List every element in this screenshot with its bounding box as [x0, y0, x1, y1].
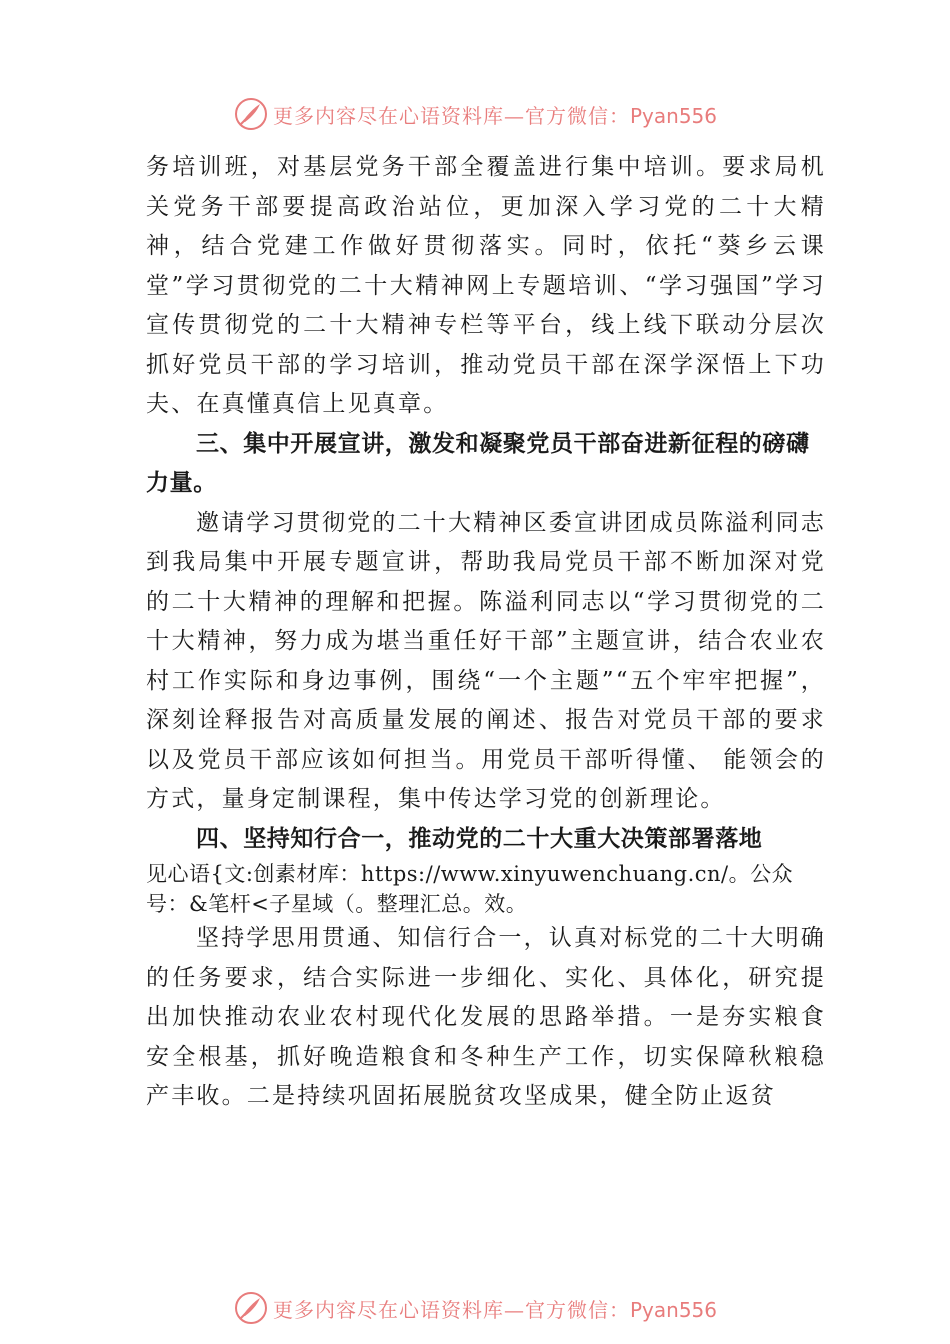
quill-seal-icon [233, 96, 269, 132]
document-body [146, 148, 826, 1117]
watermark-text: 更多内容尽在心语资料库—官方微信：Pyan556 [272, 103, 717, 128]
section-heading-3: 三、集中开展宣讲，激发和凝聚党员干部奋进新征程的磅礴力量。 [146, 430, 810, 496]
header-watermark [0, 94, 950, 134]
footer-watermark [0, 1288, 950, 1328]
watermark-note: 见心语{文:创素材库：https://www.xinyuwenchuang.cn/。公众号：&笔杆<子星域（。整理汇总。效。 [146, 862, 794, 916]
quill-seal-icon [233, 1290, 269, 1326]
watermark-text: 更多内容尽在心语资料库—官方微信：Pyan556 [272, 1297, 717, 1322]
section-heading-4: 四、坚持知行合一，推动党的二十大重大决策部署落地 [196, 825, 763, 852]
paragraph-3: 邀请学习贯彻党的二十大精神区委宣讲团成员陈溢利同志到我局集中开展专题宣讲，帮助我局党员干部不断加深对党的二十大精神的理解和把握。陈溢利同志以“学习贯彻党的二十大精神，努力成为堪当重任好干部”主题宣讲，结合农业农村工作实际和身边事例，围绕“一个主题”“五个牢牢把握”，深刻诠释报告对高质量发展的阐述、报告对党员干部的要求以及党员干部应该如何担当。用党员干部听得懂、 能领会的方式，量身定制课程，集中传达学习党的创新理论。 [146, 509, 826, 812]
paragraph-continued: 务培训班，对基层党务干部全覆盖进行集中培训。要求局机关党务干部要提高政治站位，更加深入学习党的二十大精神，结合党建工作做好贯彻落实。同时，依托“葵乡云课堂”学习贯彻党的二十大精神网上专题培训、“学习强国”学习宣传贯彻党的二十大精神专栏等平台，线上线下联动分层次抓好党员干部的学习培训，推动党员干部在深学深悟上下功夫、在真懂真信上见真章。 [146, 154, 826, 417]
paragraph-4: 坚持学思用贯通、知信行合一，认真对标党的二十大明确的任务要求，结合实际进一步细化、实化、具体化，研究提出加快推动农业农村现代化发展的思路举措。一是夯实粮食安全根基，抓好晚造粮食和冬种生产工作，切实保障秋粮稳产丰收。二是持续巩固拓展脱贫攻坚成果，健全防止返贫 [146, 925, 826, 1109]
